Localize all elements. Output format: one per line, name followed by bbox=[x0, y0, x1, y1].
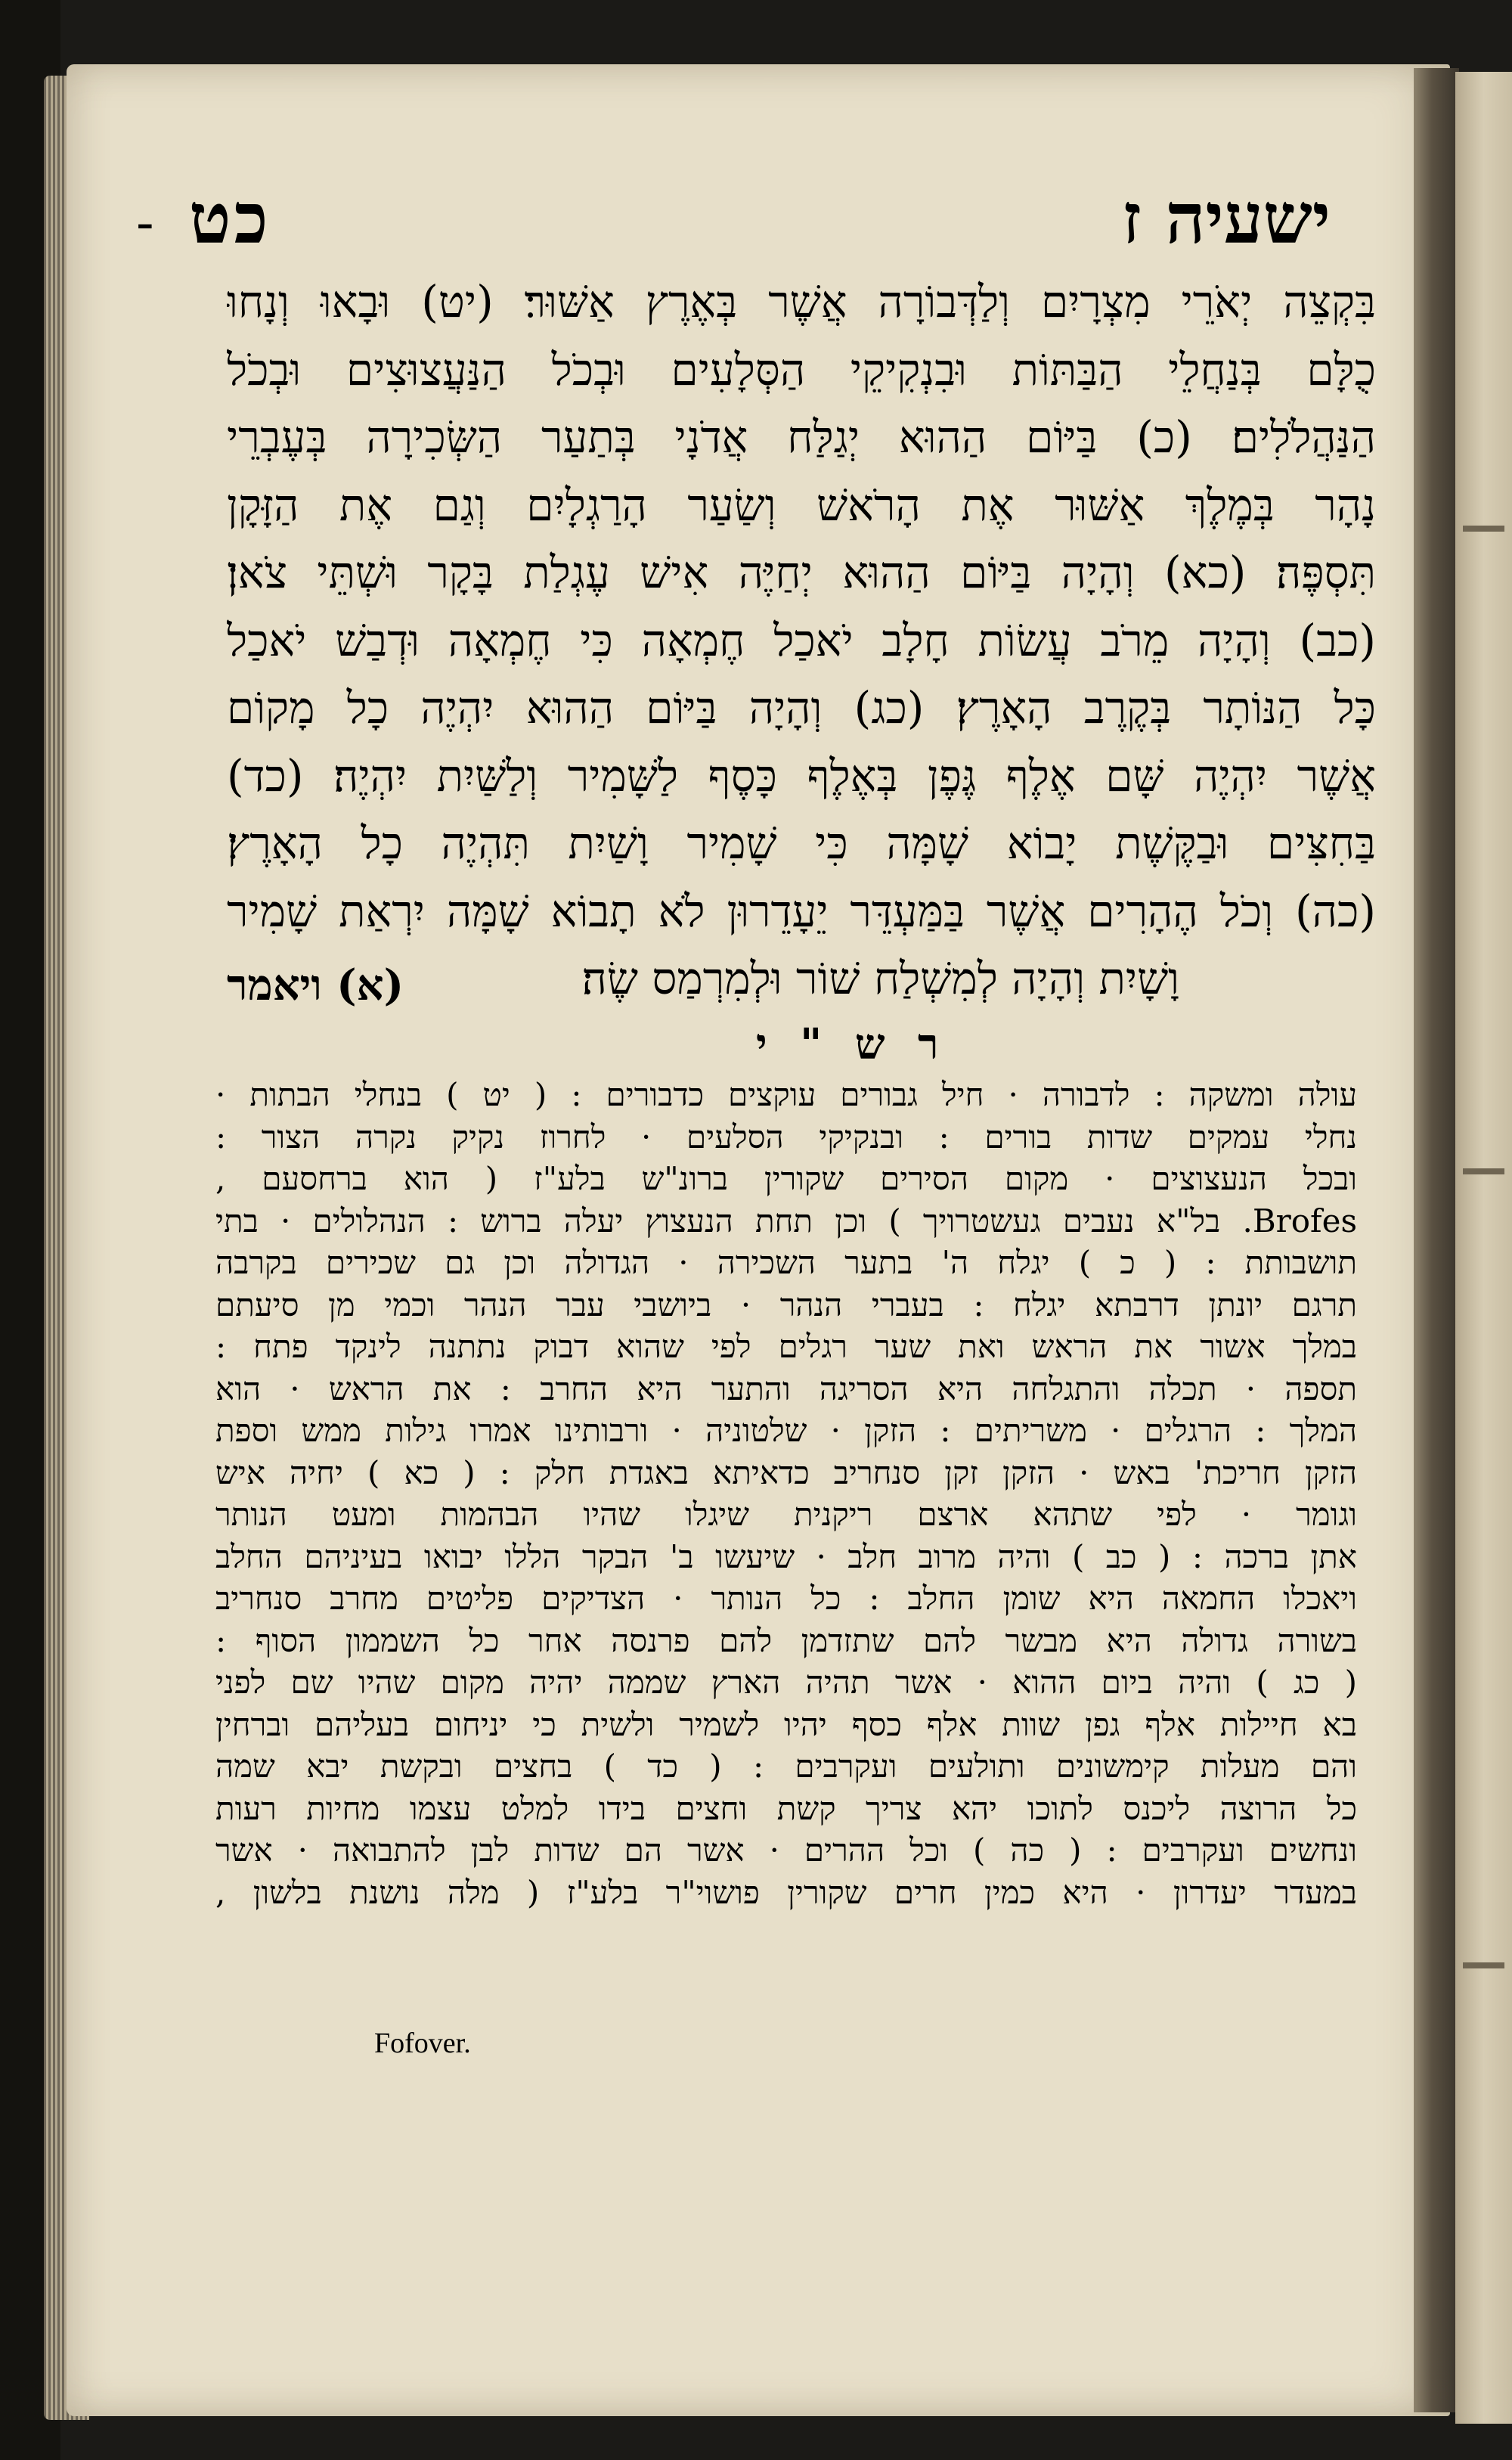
catchword: (א) ויאמר bbox=[227, 960, 404, 1010]
commentary-line: Brofes. בל"א נעבים געשטרויך ) וכן תחת הנעצוץ יעלה ברוש : הנהלולים · בתי bbox=[215, 1202, 1357, 1239]
commentary-line: ובכל הנעצוצים · מקום הסירים שקורין ברונ"ש בלע"ז ( הוא ברחסעם , bbox=[215, 1160, 1357, 1197]
main-text-line: בַּחִצִּים וּבַקֶּשֶׁת יָבוֹא שָׁמָּה כִּי שָׁמִיר וָשַׁיִת תִּהְיֶה כָל הָאָרֶץ׃ bbox=[227, 817, 1376, 869]
commentary-line: עולה ומשקה : לדבורה · חיל גבורים עוקצים כדבורים : ( יט ) בנחלי הבתות · bbox=[215, 1076, 1357, 1113]
latin-gloss: Fofover. bbox=[374, 2027, 471, 2059]
main-text-line: (כה) וְכֹל הֶהָרִים אֲשֶׁר בַּמַּעְדֵּר יֵעָדֵרוּן לֹא תָבוֹא שָׁמָּה יִרְאַת שָׁמִיר bbox=[227, 885, 1376, 937]
commentary-line: במעדר יעדרון · היא כמין חרים שקורין פושוי"ר בלע"ז ( מלה נושנת בלשון , bbox=[215, 1873, 1357, 1911]
commentary-line: תושבותת : ( כ ) יגלח ה' בתער השכירה · הגדולה וכן גם שכירים בקרבה bbox=[215, 1244, 1357, 1281]
folio-number: כט bbox=[189, 178, 271, 259]
main-text-line: וָשָׁיִת וְהָיָה לְמִשְׁלַח שׁוֹר וּלְמִרְמַס שֶׂה׃ bbox=[581, 953, 1179, 1004]
commentary-line: כל הרוצה ליכנס לתוכו יהא צריך קשת וחצים בידו למלט עצמו מחיות רעות bbox=[215, 1789, 1357, 1827]
main-text-line: נָהָר בְּמֶלֶךְ אַשּׁוּר אֶת הָרֹאשׁ וְשַׂעַר הָרַגְלָיִם וְגַם אֶת הַזָּקָן bbox=[227, 479, 1376, 531]
header-dash: - bbox=[136, 191, 154, 253]
main-text-line: (כב) וְהָיָה מֵרֹב עֲשׂוֹת חָלָב יֹאכַל חֶמְאָה כִּי חֶמְאָה וּדְבַשׁ יֹאכַל bbox=[227, 614, 1376, 666]
main-scripture-text bbox=[227, 268, 1376, 1013]
commentary-line: תספה · תכלה והתגלחה היא הסריגה והתער היא החרב : את הראש · הוא bbox=[215, 1370, 1357, 1407]
main-text-line: כֻלָּם בְּנַחֲלֵי הַבַּתּוֹת וּבִנְקִיקֵי הַסְּלָעִים וּבְכֹל הַנַּעֲצוּצִים וּבְכֹל bbox=[227, 343, 1376, 396]
commentary-line: במלך אשור את הראש ואת שער רגלים לפי שהוא דבוק נתתנה לינקד פתח : bbox=[215, 1328, 1357, 1365]
commentary-line: נחלי עמקים שדות בורים : ובנקיקי הסלעים · לחרוז נקיק נקרה הצור : bbox=[215, 1118, 1357, 1156]
main-text-line: בִּקְצֵה יְאֹרֵי מִצְרָיִם וְלַדְּבוֹרָה אֲשֶׁר בְּאֶרֶץ אַשּׁוּר׃ (יט) וּבָאוּ וְנָחוּ bbox=[227, 276, 1376, 327]
main-text-line: אֲשֶׁר יִהְיֶה שָּׁם אֶלֶף גֶּפֶן בְּאֶלֶף כָּסֶף לַשָּׁמִיר וְלַשַּׁיִת יִהְיֶה׃ (כד) bbox=[227, 749, 1376, 802]
commentary-line: ויאכלו החמאה היא שומן החלב : כל הנותר · הצדיקים פליטים מחרב סנחריב bbox=[215, 1580, 1357, 1617]
commentary-line: הזקן חריכת' באש · הזקן זקן סנחריב כדאיתא באגדת חלק : ( כא ) יחיה איש bbox=[215, 1453, 1357, 1491]
rashi-commentary bbox=[215, 1074, 1357, 1913]
commentary-line: בא חיילות אלף גפן שוות אלף כסף יהיו לשמיר ולשית כי יניחום בעליהם וברחין bbox=[215, 1705, 1357, 1743]
main-text-line: תִּסְפֶּה׃ (כא) וְהָיָה בַּיּוֹם הַהוּא יְחַיֶּה אִישׁ עֶגְלַת בָּקָר וּשְׁתֵּי צֹאן׃ bbox=[227, 547, 1376, 598]
commentary-line: תרגם יונתן דרבתא יגלח : בעברי הנהר · ביושבי עבר הנהר וכמי מן סיעתם bbox=[215, 1286, 1357, 1323]
commentary-line: המלך : הרגלים · משריתים : הזקן · שלטוניה · ורבותינו אמרו גילות ממש וספת bbox=[215, 1412, 1357, 1449]
commentary-line: ( כג ) והיה ביום ההוא · אשר תהיה הארץ שממה יהיה מקום שהיו שם לפני bbox=[215, 1664, 1357, 1701]
main-text-line: כָּל הַנּוֹתָר בְּקֶרֶב הָאָרֶץ׃ (כג) וְהָיָה בַּיּוֹם הַהוּא יִהְיֶה כָל מָקוֹם bbox=[227, 682, 1376, 734]
commentary-line: וגומר · לפי שתהא ארצם ריקנית שיגלו שהיו הבהמות ומעט הנותר bbox=[215, 1496, 1357, 1533]
book-gutter bbox=[1414, 68, 1459, 2412]
main-text-line: הַנַּהֲלֹלִים׃ (כ) בַּיּוֹם הַהוּא יְגַלַּח אֲדֹנָי בְּתַעַר הַשְּׂכִירָה בְּעֶבְרֵי bbox=[227, 411, 1376, 463]
commentary-line: בשורה גדולה היא מבשר להם שתזדמן להם פרנסה אחר כל השממון הסוף : bbox=[215, 1621, 1357, 1659]
commentary-line: ונחשים ועקרבים : ( כה ) וכל ההרים · אשר הם שדות לבן להתבואה · אשר bbox=[215, 1832, 1357, 1869]
commentary-title: ר ש " י bbox=[756, 1019, 948, 1069]
commentary-line: אתן ברכה : ( כב ) והיה מרוב חלב · שיעשו ב' הבקר הללו יבואו בעיניהם החלב bbox=[215, 1537, 1357, 1575]
commentary-line: והם מעלות קימשונים ותולעים ועקרבים : ( כד ) בחצים ובקשת יבא שמה bbox=[215, 1748, 1357, 1785]
page-header bbox=[136, 178, 1361, 268]
running-title: ישעיה ז bbox=[1121, 178, 1331, 259]
next-page-edge bbox=[1455, 72, 1512, 2424]
